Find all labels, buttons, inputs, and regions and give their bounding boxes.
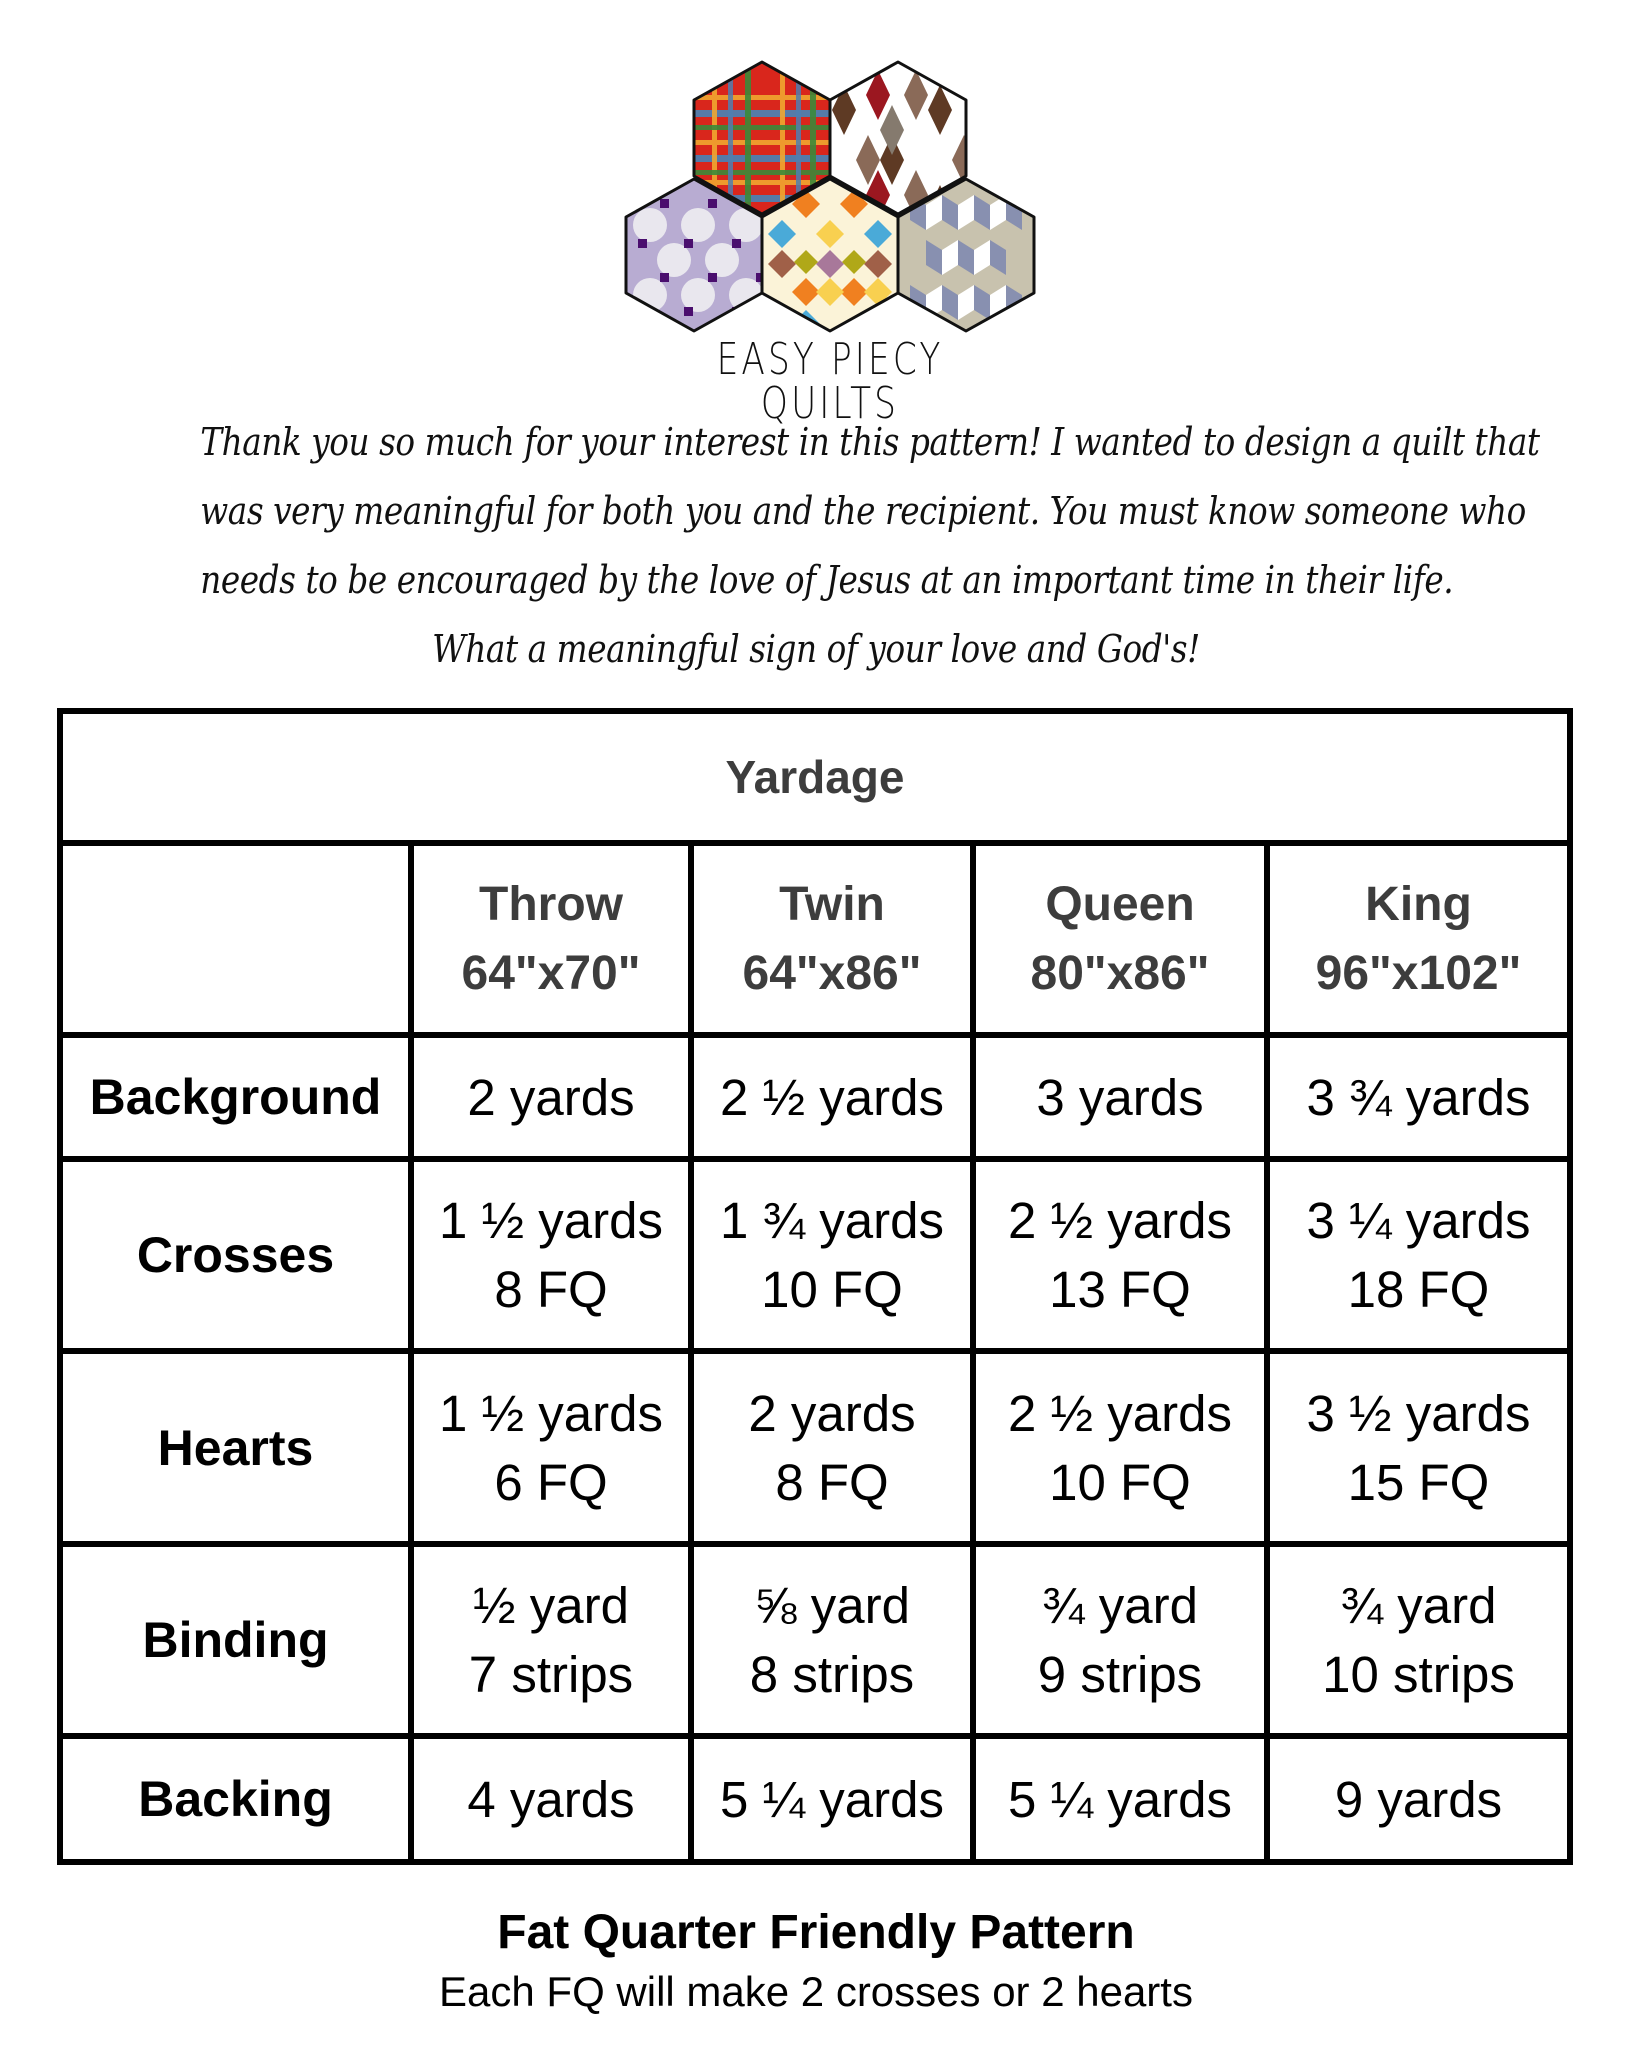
intro-line: Thank you so much for your interest in this pattern! I wanted to design a quilt that bbox=[200, 420, 1540, 464]
column-name: Twin bbox=[779, 878, 885, 931]
cell-queen bbox=[973, 1159, 1267, 1351]
row-label: Backing bbox=[60, 1736, 411, 1862]
cell-line: 10 FQ bbox=[761, 1261, 903, 1318]
cell-line: 1 ½ yards bbox=[439, 1192, 663, 1249]
cell-throw bbox=[411, 1544, 691, 1736]
cell-line: 10 strips bbox=[1322, 1646, 1515, 1703]
header-throw bbox=[411, 843, 691, 1035]
table-title: Yardage bbox=[60, 711, 1570, 843]
cell-line: 8 FQ bbox=[775, 1453, 889, 1511]
cell-line: ½ yard bbox=[473, 1577, 629, 1634]
intro-line: What a meaningful sign of your love and God's! bbox=[432, 627, 1200, 671]
table-row-crosses bbox=[60, 1159, 1570, 1351]
cell-line: 7 strips bbox=[468, 1646, 634, 1703]
intro-line: needs to be encouraged by the love of Jesus at an important time in their life. bbox=[200, 558, 1454, 602]
header-queen bbox=[973, 843, 1267, 1035]
column-name: King bbox=[1365, 878, 1472, 931]
logo-wordmark: EASY PIECY QUILTS bbox=[716, 334, 944, 429]
cell-queen bbox=[973, 1351, 1267, 1544]
cell-line: 3 ¾ yards bbox=[1306, 1068, 1531, 1126]
cell-line: 9 strips bbox=[1037, 1646, 1203, 1703]
cell-king bbox=[1267, 1159, 1570, 1351]
intro-message bbox=[100, 408, 1540, 684]
header-king bbox=[1267, 843, 1570, 1035]
hexagon-fabric-logo-icon bbox=[620, 55, 1040, 345]
cell-king bbox=[1267, 1544, 1570, 1736]
cell-line: 15 FQ bbox=[1347, 1453, 1490, 1511]
column-name: Queen bbox=[1045, 878, 1195, 931]
column-name: Throw bbox=[479, 878, 623, 931]
cell-queen bbox=[973, 1736, 1267, 1862]
cell-line: 6 FQ bbox=[494, 1453, 608, 1511]
cell-line: 4 yards bbox=[467, 1770, 635, 1828]
table-row-background bbox=[60, 1035, 1570, 1159]
easy-piecy-quilts-logo bbox=[620, 55, 1040, 429]
column-size: 64"x70" bbox=[461, 947, 641, 1000]
footer-subtitle: Each FQ will make 2 crosses or 2 hearts bbox=[439, 1968, 1193, 2015]
cell-twin bbox=[691, 1736, 973, 1862]
row-label: Crosses bbox=[60, 1159, 411, 1351]
row-label: Background bbox=[60, 1035, 411, 1159]
cell-line: 10 FQ bbox=[1049, 1453, 1191, 1511]
table-header-row bbox=[60, 843, 1570, 1035]
intro-line: was very meaningful for both you and the recipient. You must know someone who bbox=[200, 489, 1526, 533]
cell-line: 8 FQ bbox=[494, 1261, 608, 1318]
cell-king bbox=[1267, 1736, 1570, 1862]
cell-throw bbox=[411, 1351, 691, 1544]
cell-king bbox=[1267, 1351, 1570, 1544]
cell-line: ¾ yard bbox=[1042, 1577, 1198, 1634]
cell-king bbox=[1267, 1035, 1570, 1159]
cell-line: 9 yards bbox=[1334, 1770, 1503, 1828]
cell-line: 3 yards bbox=[1036, 1068, 1204, 1126]
cell-line: 2 ½ yards bbox=[1008, 1384, 1232, 1442]
header-twin bbox=[691, 843, 973, 1035]
cell-line: 2 ½ yards bbox=[1008, 1192, 1232, 1249]
cell-line: ¾ yard bbox=[1340, 1577, 1497, 1634]
cell-twin bbox=[691, 1035, 973, 1159]
cell-line: 13 FQ bbox=[1049, 1261, 1191, 1318]
cell-line: 1 ½ yards bbox=[439, 1384, 663, 1442]
yardage-table bbox=[57, 708, 1573, 1865]
cell-line: 18 FQ bbox=[1347, 1261, 1490, 1318]
cell-twin bbox=[691, 1544, 973, 1736]
cell-line: 3 ½ yards bbox=[1306, 1384, 1531, 1442]
cell-queen bbox=[973, 1035, 1267, 1159]
row-label: Binding bbox=[60, 1544, 411, 1736]
cell-throw bbox=[411, 1035, 691, 1159]
cell-twin bbox=[691, 1159, 973, 1351]
cell-line: 8 strips bbox=[749, 1646, 915, 1703]
row-label: Hearts bbox=[60, 1351, 411, 1544]
column-size: 64"x86" bbox=[742, 947, 922, 1000]
table-row-binding bbox=[60, 1544, 1570, 1736]
cell-line: 5 ¼ yards bbox=[1008, 1770, 1232, 1828]
cell-line: 2 yards bbox=[748, 1384, 916, 1442]
column-size: 80"x86" bbox=[1030, 947, 1210, 1000]
cell-twin bbox=[691, 1351, 973, 1544]
table-row-hearts bbox=[60, 1351, 1570, 1544]
cell-line: 1 ¾ yards bbox=[720, 1192, 944, 1249]
table-row-backing bbox=[60, 1736, 1570, 1862]
header-empty-cell bbox=[60, 843, 411, 1035]
column-size: 96"x102" bbox=[1315, 947, 1522, 1000]
cell-line: 2 yards bbox=[467, 1068, 635, 1126]
cell-queen bbox=[973, 1544, 1267, 1736]
cell-line: 3 ¼ yards bbox=[1306, 1192, 1531, 1249]
cell-line: 2 ½ yards bbox=[720, 1068, 944, 1126]
cell-throw bbox=[411, 1736, 691, 1862]
cell-throw bbox=[411, 1159, 691, 1351]
cell-line: 5 ¼ yards bbox=[720, 1770, 944, 1828]
cell-line: ⅝ yard bbox=[754, 1577, 910, 1634]
table-title-row bbox=[60, 711, 1570, 843]
footer-title: Fat Quarter Friendly Pattern bbox=[497, 1906, 1135, 1959]
